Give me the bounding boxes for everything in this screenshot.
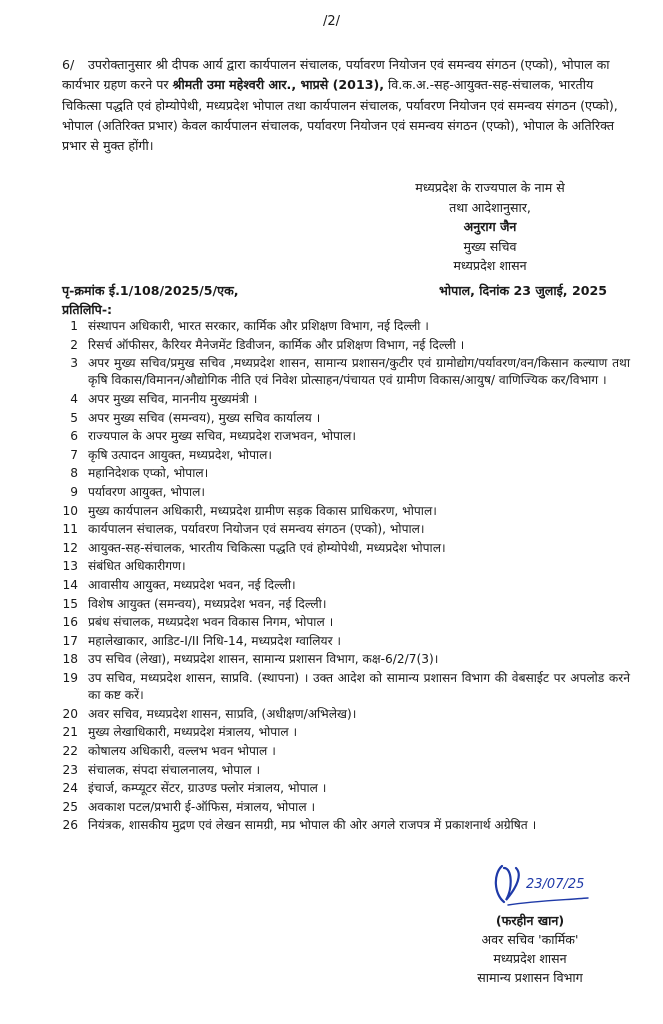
copy-item-number: 8 (70, 466, 78, 481)
copy-item-text: कोषालय अधिकारी, वल्लभ भवन भोपाल । (88, 744, 276, 759)
final-signatory-block (445, 911, 615, 987)
signature-date: 23/07/25 (526, 877, 585, 892)
copy-list-item (58, 596, 630, 613)
copy-list-item (58, 465, 630, 482)
copy-item-text: संस्थापन अधिकारी, भारत सरकार, कार्मिक और प्रशिक्षण विभाग, नई दिल्ली । (88, 319, 429, 333)
copy-item-number: 3 (70, 356, 78, 371)
final-signatory-office: मध्यप्रदेश शासन (493, 951, 567, 966)
copy-list-item (58, 391, 630, 408)
copy-list-item (58, 780, 630, 797)
copy-item-number: 1 (70, 319, 78, 333)
handwritten-signature (488, 858, 603, 913)
copy-item-number: 25 (62, 799, 78, 814)
copy-item-text: अवकाश पटल/प्रभारी ई-ऑफिस, मंत्रालय, भोपाल । (88, 799, 316, 814)
copy-item-text: महानिदेशक एप्को, भोपाल। (88, 466, 209, 481)
paragraph-text-before: उपरोक्तानुसार श्री दीपक आर्य द्वारा कार्यपालन संचालक, पर्यावरण नियोजन एवं समन्वय संगठन (एप्को), भोपाल का कार्यभार ग्रहण करने पर (62, 57, 610, 93)
copy-item-number: 15 (62, 596, 78, 611)
chief-secretary-designation: मुख्य सचिव (463, 238, 517, 254)
copy-item-text: कृषि उत्पादन आयुक्त, मध्यप्रदेश, भोपाल। (88, 447, 273, 462)
final-signatory-designation: अवर सचिव 'कार्मिक' (481, 932, 579, 947)
copy-item-text: उप सचिव (लेखा), मध्यप्रदेश शासन, सामान्य प्रशासन विभाग, कक्ष-6/2/7(3)। (88, 652, 439, 667)
copy-item-text: विशेष आयुक्त (समन्वय), मध्यप्रदेश भवन, नई दिल्ली। (88, 596, 327, 611)
copy-item-text: मुख्य कार्यपालन अधिकारी, मध्यप्रदेश ग्रामीण सड़क विकास प्राधिकरण, भोपाल। (88, 503, 437, 518)
copy-item-number: 16 (62, 615, 78, 630)
copy-item-text: अवर सचिव, मध्यप्रदेश शासन, साप्रवि, (अधीक्षण/अभिलेख)। (88, 706, 357, 721)
copy-list-item (58, 799, 630, 816)
copy-item-text: प्रबंध संचालक, मध्यप्रदेश भवन विकास निगम, भोपाल । (88, 615, 334, 630)
copy-item-text: पर्यावरण आयुक्त, भोपाल। (88, 485, 206, 500)
page-number: /2/ (322, 14, 341, 29)
copy-item-text: मुख्य लेखाधिकारी, मध्यप्रदेश मंत्रालय, भोपाल । (88, 725, 298, 740)
order-line-1: मध्यप्रदेश के राज्यपाल के नाम से (415, 180, 565, 195)
copy-list (58, 318, 630, 836)
copy-list-item (58, 447, 630, 464)
copy-item-number: 24 (62, 781, 78, 796)
copy-item-number: 4 (70, 392, 78, 407)
copy-item-text: इंचार्ज, कम्प्यूटर सेंटर, ग्राउण्ड फ्लोर मंत्रालय, भोपाल । (88, 781, 327, 796)
copy-item-text: संचालक, संपदा संचालनालय, भोपाल । (88, 762, 261, 777)
copy-list-item (58, 743, 630, 760)
copy-list-item (58, 355, 630, 390)
copy-item-number: 17 (62, 633, 78, 648)
copy-item-number: 13 (62, 559, 78, 574)
copy-list-item (58, 577, 630, 594)
copy-item-text: अपर मुख्य सचिव (समन्वय), मुख्य सचिव कार्यालय । (88, 410, 321, 425)
copy-list-item (58, 558, 630, 575)
copy-item-text: महालेखाकार, आडिट-I/II निधि-14, मध्यप्रदेश ग्वालियर । (88, 633, 342, 648)
reference-line (62, 282, 607, 299)
copy-list-item (58, 503, 630, 520)
copy-list-item (58, 318, 630, 335)
copy-item-number: 18 (62, 652, 78, 667)
copy-item-number: 5 (70, 410, 78, 425)
final-signatory-department: सामान्य प्रशासन विभाग (477, 970, 583, 985)
copy-item-text: आयुक्त-सह-संचालक, भारतीय चिकित्सा पद्धति एवं होम्योपेथी, मध्यप्रदेश भोपाल। (88, 540, 446, 555)
order-paragraph (62, 55, 627, 156)
copy-item-number: 14 (62, 578, 78, 593)
copy-item-text: अपर मुख्य सचिव, माननीय मुख्यमंत्री । (88, 392, 258, 407)
order-signatory-block (395, 178, 585, 276)
copy-item-text: अपर मुख्य सचिव/प्रमुख सचिव ,मध्यप्रदेश शासन, सामान्य प्रशासन/कुटीर एवं ग्रामोद्योग/पर्यावरण/वन/किसान कल्याण तथा कृषि विकास/विमानन/औद्योगिक नीति एवं निवेश प्रोत्साहन/पंचायत एवं ग्रामीण विकास/आयुष/ वाणिज्यिक कर/विभाग । (88, 356, 630, 388)
copy-to-label: प्रतिलिपि-: (62, 302, 113, 317)
chief-secretary-office: मध्यप्रदेश शासन (453, 258, 527, 273)
copy-item-number: 23 (62, 762, 78, 777)
copy-list-item (58, 337, 630, 354)
copy-list-item (58, 614, 630, 631)
order-line-2: तथा आदेशानुसार, (449, 199, 531, 215)
copy-list-item (58, 540, 630, 557)
final-signatory-name: (फरहीन खान) (495, 913, 565, 928)
copy-item-text: उप सचिव, मध्यप्रदेश शासन, साप्रवि. (स्थापना) । उक्त आदेश को सामान्य प्रशासन विभाग की वेबसाईट पर अपलोड करने का कष्ट करें। (88, 670, 630, 703)
copy-item-number: 20 (62, 706, 78, 721)
copy-list-item (58, 410, 630, 427)
paragraph-number: 6/ (62, 57, 75, 72)
copy-item-text: राज्यपाल के अपर मुख्य सचिव, मध्यप्रदेश राजभवन, भोपाल। (88, 429, 356, 444)
copy-list-item (58, 428, 630, 445)
copy-item-text: संबंधित अधिकारीगण। (88, 559, 186, 574)
reference-number: पृ-क्रमांक ई.1/108/2025/5/एक, (62, 283, 239, 298)
copy-item-number: 2 (70, 337, 78, 352)
copy-list-item (58, 484, 630, 501)
copy-list-item (58, 817, 630, 834)
copy-item-text: रिसर्च ऑफीसर, कैरियर मैनेजमेंट डिवीजन, कार्मिक और प्रशिक्षण विभाग, नई दिल्ली । (88, 337, 465, 352)
copy-item-number: 6 (70, 429, 78, 444)
copy-list-item (58, 762, 630, 779)
copy-item-number: 12 (62, 540, 78, 555)
copy-item-number: 7 (70, 447, 78, 462)
copy-item-text: कार्यपालन संचालक, पर्यावरण नियोजन एवं समन्वय संगठन (एप्को), भोपाल। (88, 522, 425, 537)
copy-list-item (58, 633, 630, 650)
copy-item-text: नियंत्रक, शासकीय मुद्रण एवं लेखन सामग्री, मप्र भोपाल की ओर अगले राजपत्र में प्रकाशनार्थ अग्रेषित । (88, 818, 537, 833)
copy-item-number: 19 (62, 670, 78, 685)
copy-item-number: 22 (62, 744, 78, 759)
copy-item-number: 10 (62, 503, 78, 518)
copy-item-text: आवासीय आयुक्त, मध्यप्रदेश भवन, नई दिल्ली। (88, 578, 296, 593)
copy-list-item (58, 724, 630, 741)
copy-item-number: 21 (62, 725, 78, 740)
copy-item-number: 11 (62, 522, 78, 537)
copy-list-item (58, 706, 630, 723)
chief-secretary-name: अनुराग जैन (463, 219, 517, 234)
copy-list-item (58, 521, 630, 538)
copy-list-item (58, 670, 630, 705)
copy-list-item (58, 651, 630, 668)
paragraph-bold-name: श्रीमती उमा महेश्वरी आर., भाप्रसे (2013), (172, 77, 385, 93)
copy-item-number: 26 (62, 818, 78, 833)
paragraph-text-after: वि.क.अ.-सह-आयुक्त-सह-संचालक, भारतीय चिकित्सा पद्धति एवं होम्योपेथी, मध्यप्रदेश भोपाल तथा कार्यपालन संचालक, पर्यावरण नियोजन एवं समन्वय संगठन (एप्को), भोपाल (अतिरिक्त प्रभार) केवल कार्यपालन संचालक, पर्यावरण नियोजन एवं समन्वय संगठन (एप्को), भोपाल के अतिरिक्त प्रभार से मुक्त होंगी। (62, 77, 618, 154)
copy-item-number: 9 (70, 485, 78, 500)
place-date: भोपाल, दिनांक 23 जुलाई, 2025 (439, 283, 607, 298)
